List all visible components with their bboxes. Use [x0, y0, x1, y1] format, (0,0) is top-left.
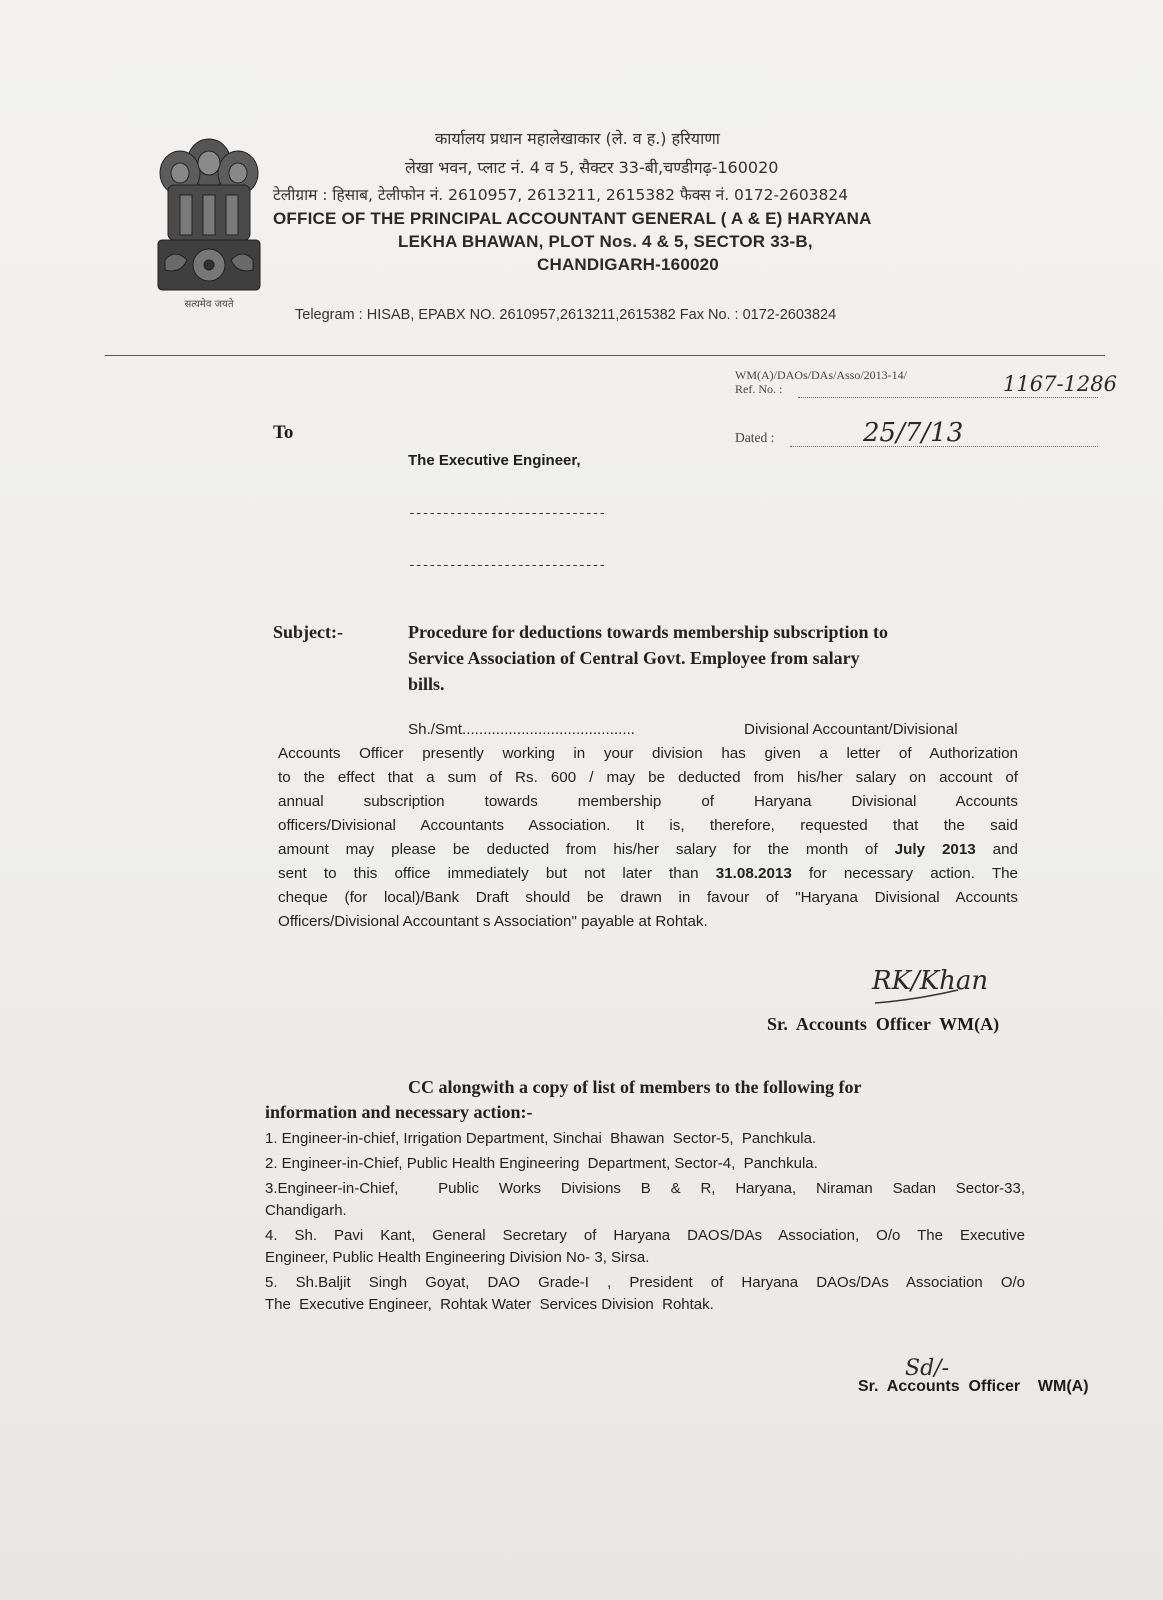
subject-text: [408, 619, 1018, 697]
to-label: To: [273, 422, 294, 443]
ref-dotted-line: [798, 397, 1098, 398]
body-line-8: cheque (for local)/Bank Draft should be drawn in favour of "Haryana Divisional Accounts: [278, 889, 1018, 906]
dated-label: Dated :: [735, 430, 775, 445]
office-address: LEKHA BHAWAN, PLOT Nos. 4 & 5, SECTOR 33-B,: [398, 232, 813, 251]
cc-list: [265, 1128, 1025, 1316]
body-deadline-highlight: 31.08.2013: [715, 865, 792, 882]
address-blank-2: -----------------------------: [408, 558, 606, 573]
header-divider: [105, 355, 1105, 356]
cc-item-2: 2. Engineer-in-Chief, Public Health Engineering Department, Sector-4, Panchkula.: [265, 1155, 818, 1172]
sd-handwritten: Sd/-: [905, 1356, 949, 1381]
address-blank-1: -----------------------------: [408, 506, 606, 521]
subject-label: Subject:-: [273, 622, 343, 642]
signature2-designation: Sr. Accounts Officer WM(A): [858, 1378, 1089, 1395]
subject-line-3: bills.: [408, 674, 445, 694]
body-line-4: annual subscription towards membership of Haryana Divisional Accounts: [278, 793, 1018, 810]
national-emblem-icon: [150, 125, 268, 310]
body-line-1-left: Sh./Smt.........................................: [408, 721, 636, 738]
signature-handwritten: RK/Khan: [872, 966, 989, 996]
body-line-7-a: sent to this office immediately but not later than: [278, 865, 716, 882]
cc-line-2: information and necessary action:-: [265, 1102, 533, 1122]
office-name: OFFICE OF THE PRINCIPAL ACCOUNTANT GENERAL ( A & E) HARYANA: [273, 209, 872, 228]
cc-line-1: CC alongwith a copy of list of members to the following for: [408, 1077, 862, 1097]
body-month-highlight: July 2013: [894, 841, 976, 858]
body-line-6-c: and: [975, 841, 1018, 858]
cc-item-5: 5. Sh.Baljit Singh Goyat, DAO Grade-I , President of Haryana DAOs/DAs Association O/o: [265, 1274, 1025, 1291]
signature-designation: Sr. Accounts Officer WM(A): [767, 1014, 1000, 1034]
body-line-5: officers/Divisional Accountants Association. It is, therefore, requested that the said: [278, 817, 1018, 834]
hindi-office-name: कार्यालय प्रधान महालेखाकार (ले. व ह.) हरियाणा: [435, 129, 720, 148]
cc-item-5-cont: The Executive Engineer, Rohtak Water Services Division Rohtak.: [265, 1296, 714, 1313]
hindi-address: लेखा भवन, प्लाट नं. 4 व 5, सैक्टर 33-बी,चण्डीगढ़-160020: [405, 158, 779, 177]
ref-number-handwritten: 1167-1286: [1003, 372, 1117, 396]
body-line-6-a: amount may please be deducted from his/her salary for the month of: [278, 841, 895, 858]
ref-label: Ref. No. :: [735, 382, 783, 396]
emblem-caption: सत्यमेव जयते: [184, 299, 234, 310]
telegram-line: Telegram : HISAB, EPABX NO. 2610957,2613211,2615382 Fax No. : 0172-2603824: [295, 307, 837, 323]
body-line-7: [278, 862, 1018, 886]
signature-stroke-icon: [870, 988, 960, 1008]
date-handwritten: 25/7/13: [863, 418, 964, 448]
body-line-2: Accounts Officer presently working in your division has given a letter of Authorization: [278, 745, 1018, 762]
addressee-designation: The Executive Engineer,: [408, 452, 581, 469]
body-paragraph: [278, 742, 1018, 934]
body-line-7-c: for necessary action. The: [791, 865, 1018, 882]
subject-line-1: Procedure for deductions towards membership subscription to: [408, 622, 889, 642]
body-line-6: [278, 838, 1018, 862]
ref-code: WM(A)/DAOs/DAs/Asso/2013-14/: [735, 368, 907, 382]
cc-item-1: 1. Engineer-in-chief, Irrigation Department, Sinchai Bhawan Sector-5, Panchkula.: [265, 1130, 817, 1147]
body-line-9: Officers/Divisional Accountant s Association" payable at Rohtak.: [278, 913, 708, 930]
cc-item-3-cont: Chandigarh.: [265, 1202, 347, 1219]
hindi-contact: टेलीग्राम : हिसाब, टेलीफोन नं. 2610957, 2613211, 2615382 फैक्स नं. 0172-2603824: [273, 186, 849, 204]
body-line-3: to the effect that a sum of Rs. 600 / may be deducted from his/her salary on account of: [278, 769, 1018, 786]
cc-item-3: 3.Engineer-in-Chief, Public Works Divisions B & R, Haryana, Niraman Sadan Sector-33,: [265, 1180, 1025, 1197]
subject-line-2: Service Association of Central Govt. Employee from salary: [408, 648, 860, 668]
office-city: CHANDIGARH-160020: [537, 255, 719, 274]
cc-item-4: 4. Sh. Pavi Kant, General Secretary of Haryana DAOS/DAs Association, O/o The Executive: [265, 1227, 1025, 1244]
cc-item-4-cont: Engineer, Public Health Engineering Division No- 3, Sirsa.: [265, 1249, 650, 1266]
body-line-1-right: Divisional Accountant/Divisional: [744, 721, 958, 738]
